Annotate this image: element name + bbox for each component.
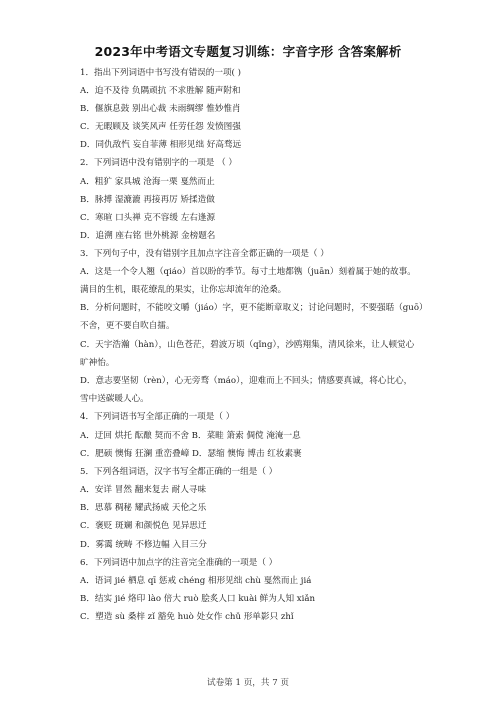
q4-options-ab: A．迂回 烘托 酝酿 契而不舍 B．菜畦 箫索 倜傥 淹淹一息 [80,431,301,441]
question-2-stem: 2．下列词语中没有错别字的一项是 （ ） [80,158,238,168]
q5-option-a: A．安详 冒然 翻来复去 耐人寻味 [80,485,207,495]
q5-option-c: C．褒贬 斑斓 和颜悦色 见异思迁 [80,521,207,531]
q3-option-a: A．这是一个令人翘（qiáo）首以盼的季节。每寸土地都镌（juān）刻着属于她的故事。 [80,267,416,277]
page-title: 2023年中考语文专题复习训练：字音字形 含答案解析 [94,44,402,59]
question-1-stem: 1．指出下列词语中书写没有错误的一项( ) [80,68,241,78]
q5-option-d: D．雾霭 统畴 不修边幅 入目三分 [80,540,207,550]
q3-option-d-cont: 雪中送碳暖人心。 [80,394,149,404]
q6-option-a: A．语词 jié 栖息 qī 惩戒 chéng 相形见绌 chù 戛然而止 jiá [80,576,312,586]
q2-option-c: C．寒暄 口头禅 克不容缓 左右逢源 [80,213,216,223]
q3-option-b: B．分析问题时，不能咬文嚼（jiáo）字，更不能断章取义；讨论问题时，不要强聒（guō） [80,303,428,313]
q2-option-a: A．粗犷 家具城 沧海一栗 戛然而止 [80,177,215,187]
question-3-stem: 3．下列句子中，没有错别字且加点字注音全都正确的一项是（ ） [80,249,329,259]
q5-option-b: B．思慕 稠秘 耀武扬威 天伦之乐 [80,503,207,513]
q3-option-d: D．意志要坚韧（rèn），心无旁骛（máo），迎难而上不回头；情感要真诚，将心比心， [80,376,413,386]
q3-option-c: C．天宇浩瀚（hàn），山色苍茫，碧波万顷（qǐng），沙鸥翔集，清风徐来，让人顿觉心 [80,340,415,350]
q6-option-c: C．塑造 sù 桑梓 zǐ 豁免 huò 处女作 chǔ 形单影只 zhǐ [80,612,294,622]
q1-option-b: B．偃旗息鼓 别出心裁 未雨绸缪 惟妙惟肖 [80,104,241,114]
q1-option-d: D．同仇敌忾 妄自菲薄 相形见绌 好高骛远 [80,140,242,150]
question-5-stem: 5．下列各组词语，汉字书写全都正确的一组是（ ） [80,467,278,477]
q2-option-b: B．脉搏 湿漉漉 再接再厉 矫揉造做 [80,195,215,205]
q1-option-c: C．无暇顾及 谈笑风声 任劳任怨 发愤图强 [80,122,241,132]
page-footer: 试卷第 1 页，共 7 页 [206,678,290,688]
question-4-stem: 4．下列词语书写全部正确的一项是（ ） [80,412,235,422]
q2-option-d: D．追溯 座右铭 世外桃源 金榜题名 [80,231,216,241]
q3-option-c-cont: 旷神怡。 [80,358,115,368]
q1-option-a: A．迫不及待 负隅顽抗 不求胜解 随声附和 [80,86,241,96]
q4-options-cd: C．肥硕 懊悔 狂澜 重峦叠嶂 D．瑟缩 懊悔 博击 红妆素裹 [80,449,302,459]
q3-option-b-cont: 不舍，更不要自吹自擂。 [80,321,175,331]
question-6-stem: 6．下列词语中加点字的注音完全准确的一项是（ ） [80,558,278,568]
q6-option-b: B．结实 jié 烙印 lào 倍大 ruò 脍炙人口 kuài 鲜为人知 xiǎn [80,594,316,604]
q3-option-a-cont: 满目的生机，眼花缭乱的果实，让你忘却流年的沧桑。 [80,285,287,295]
